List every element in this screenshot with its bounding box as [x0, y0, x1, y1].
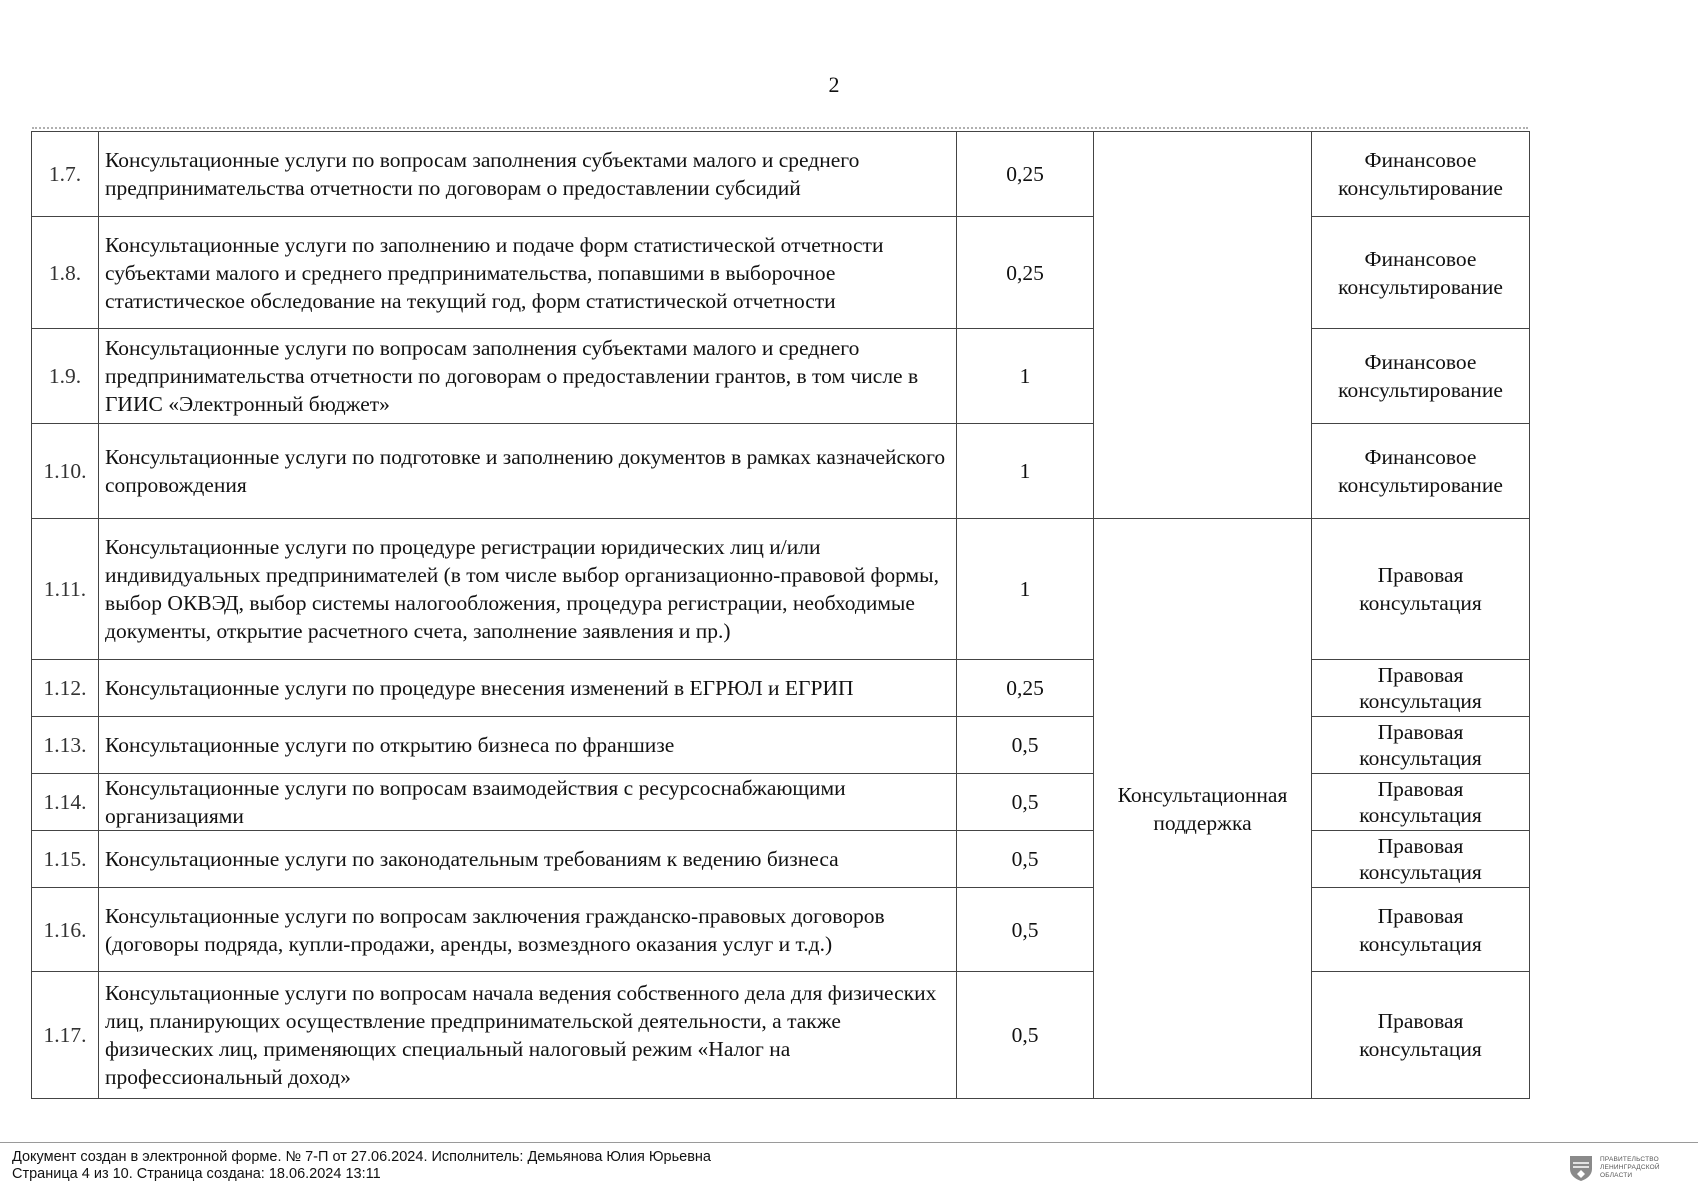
- coat-of-arms-icon: [1568, 1154, 1594, 1182]
- service-value: 0,5: [957, 831, 1094, 888]
- service-description: Консультационные услуги по вопросам начала ведения собственного дела для физических лиц, планирующих осуществление предпринимательской деятельности, а также физических лиц, применяющих специальный налоговый режим «Налог на профессиональный доход»: [99, 972, 957, 1099]
- row-number: 1.14.: [32, 774, 99, 831]
- row-number: 1.15.: [32, 831, 99, 888]
- row-number: 1.8.: [32, 217, 99, 329]
- service-type: Правовая консультация: [1312, 660, 1530, 717]
- service-type: Финансовое консультирование: [1312, 217, 1530, 329]
- service-type: Правовая консультация: [1312, 888, 1530, 972]
- table-row: [32, 519, 1530, 660]
- services-table: [31, 131, 1530, 1099]
- service-value: 1: [957, 519, 1094, 660]
- logo-line: ПРАВИТЕЛЬСТВО: [1600, 1156, 1659, 1163]
- service-type: Финансовое консультирование: [1312, 329, 1530, 424]
- service-description: Консультационные услуги по заполнению и подаче форм статистической отчетности субъектами малого и среднего предпринимательства, попавшими в выборочное статистическое обследование на текущий год, форм статистической отчетности: [99, 217, 957, 329]
- table-continuation-line: [32, 127, 1528, 129]
- service-description: Консультационные услуги по законодательным требованиям к ведению бизнеса: [99, 831, 957, 888]
- row-number: 1.12.: [32, 660, 99, 717]
- service-value: 1: [957, 329, 1094, 424]
- service-value: 0,25: [957, 132, 1094, 217]
- row-number: 1.11.: [32, 519, 99, 660]
- row-number: 1.13.: [32, 717, 99, 774]
- service-value: 0,5: [957, 774, 1094, 831]
- service-value: 0,25: [957, 660, 1094, 717]
- service-description: Консультационные услуги по вопросам взаимодействия с ресурсоснабжающими организациями: [99, 774, 957, 831]
- row-number: 1.10.: [32, 424, 99, 519]
- group-cell-financial: [1094, 132, 1312, 519]
- service-description: Консультационные услуги по вопросам заполнения субъектами малого и среднего предпринимательства отчетности по договорам о предоставлении грантов, в том числе в ГИИС «Электронный бюджет»: [99, 329, 957, 424]
- service-value: 1: [957, 424, 1094, 519]
- service-type: Финансовое консультирование: [1312, 424, 1530, 519]
- service-description: Консультационные услуги по подготовке и заполнению документов в рамках казначейского сопровождения: [99, 424, 957, 519]
- service-value: 0,5: [957, 717, 1094, 774]
- footer-divider: [0, 1142, 1698, 1143]
- service-type: Правовая консультация: [1312, 774, 1530, 831]
- footer-document-info: Документ создан в электронной форме. № 7-П от 27.06.2024. Исполнитель: Демьянова Юлия Юрьевна: [12, 1149, 711, 1165]
- service-value: 0,25: [957, 217, 1094, 329]
- group-cell-consulting-support: Консультационная поддержка: [1094, 519, 1312, 1099]
- government-logo: [1568, 1150, 1688, 1186]
- service-type: Правовая консультация: [1312, 519, 1530, 660]
- service-description: Консультационные услуги по вопросам заполнения субъектами малого и среднего предпринимательства отчетности по договорам о предоставлении субсидий: [99, 132, 957, 217]
- service-description: Консультационные услуги по процедуре регистрации юридических лиц и/или индивидуальных предпринимателей (в том числе выбор организационно-правовой формы, выбор ОКВЭД, выбор системы налогообложения, процедура регистрации, необходимые документы, открытие расчетного счета, заполнение заявления и пр.): [99, 519, 957, 660]
- service-type: Правовая консультация: [1312, 831, 1530, 888]
- service-description: Консультационные услуги по открытию бизнеса по франшизе: [99, 717, 957, 774]
- service-description: Консультационные услуги по вопросам заключения гражданско-правовых договоров (договоры подряда, купли-продажи, аренды, возмездного оказания услуг и т.д.): [99, 888, 957, 972]
- service-description: Консультационные услуги по процедуре внесения изменений в ЕГРЮЛ и ЕГРИП: [99, 660, 957, 717]
- page-number: 2: [828, 72, 840, 97]
- logo-line: ЛЕНИНГРАДСКОЙ: [1600, 1164, 1660, 1171]
- service-value: 0,5: [957, 972, 1094, 1099]
- row-number: 1.16.: [32, 888, 99, 972]
- service-type: Финансовое консультирование: [1312, 132, 1530, 217]
- service-value: 0,5: [957, 888, 1094, 972]
- logo-line: ОБЛАСТИ: [1600, 1172, 1633, 1179]
- service-type: Правовая консультация: [1312, 972, 1530, 1099]
- row-number: 1.17.: [32, 972, 99, 1099]
- footer-page-info: Страница 4 из 10. Страница создана: 18.06.2024 13:11: [12, 1166, 381, 1182]
- logo-caption: [1600, 1156, 1660, 1180]
- document-footer: [12, 1149, 711, 1183]
- row-number: 1.7.: [32, 132, 99, 217]
- table-row: [32, 132, 1530, 217]
- row-number: 1.9.: [32, 329, 99, 424]
- service-type: Правовая консультация: [1312, 717, 1530, 774]
